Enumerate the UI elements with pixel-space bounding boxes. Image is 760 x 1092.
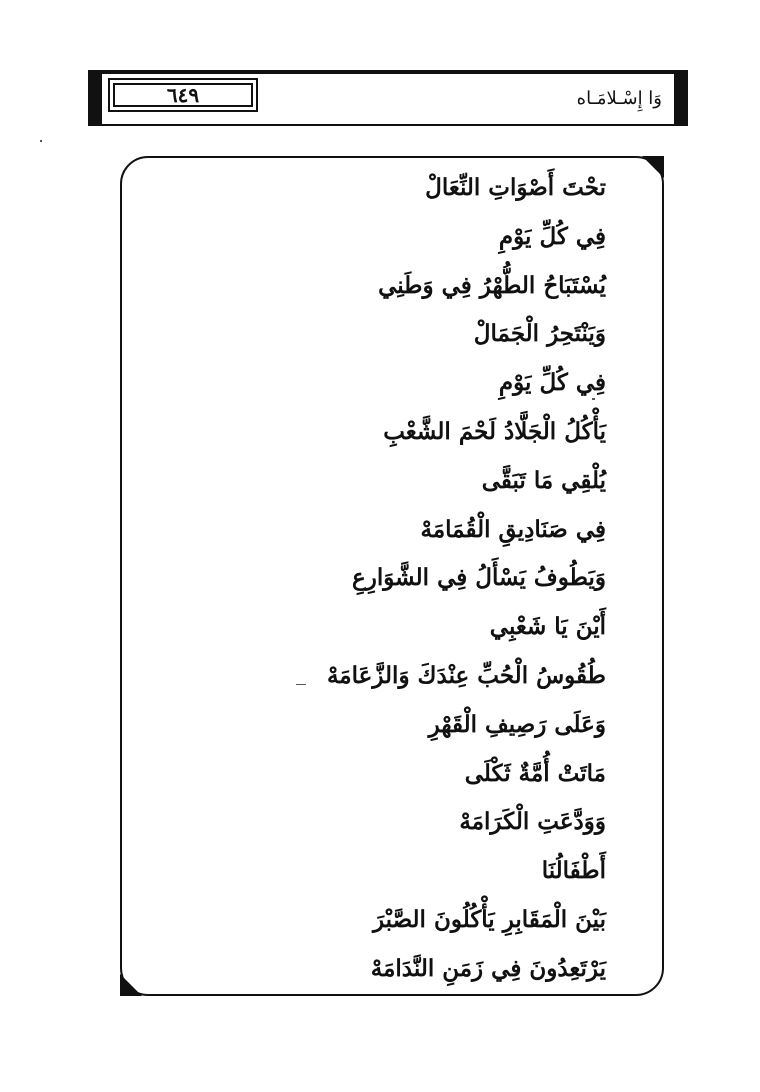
frame-corner-top-right: [642, 156, 664, 178]
poem-line: وَوَدَّعَتِ الْكَرَامَهْ: [459, 808, 606, 836]
poem-line: فِي كُلِّ يَوْمِ: [498, 222, 606, 250]
poem-line: أَيْنَ يَا شَعْبِي: [489, 613, 606, 641]
header-left-cap: [88, 70, 102, 126]
poem: [176, 164, 606, 994]
page-number: ٦٤٩: [166, 83, 200, 107]
poem-line: مَاتَتْ أُمَّةٌ ثَكْلَى: [464, 759, 606, 787]
poem-line: يُسْتَبَاحُ الطُّهْرُ فِي وَطَنِي: [378, 271, 606, 299]
poem-line: أَطْفَالُنَا: [541, 857, 606, 885]
poem-line: يَرْتَعِدُونَ فِي زَمَنِ النَّدَامَهْ: [370, 954, 606, 982]
poem-line: تحْتَ أَصْوَاتِ النِّعَالْ: [425, 174, 606, 201]
scan-speck: [296, 684, 306, 685]
poem-line: طُقُوسُ الْحُبِّ عِنْدَكَ وَالزَّعَامَهْ: [326, 661, 606, 689]
scan-speck: [592, 398, 595, 400]
poem-line: فِي صَنَادِيقِ الْقُمَامَهْ: [420, 515, 606, 543]
poem-line: بَيْنَ الْمَقَابِرِ يَأْكُلُونَ الصَّبْرَ: [372, 905, 606, 933]
poem-line: فِي كُلِّ يَوْمِ: [498, 369, 606, 397]
header-right-cap: [674, 70, 688, 126]
page-number-box: [108, 78, 258, 112]
poem-line: وَيَنْتَحِرُ الْجَمَالْ: [473, 320, 606, 348]
poem-line: وَيَطُوفُ يَسْأَلُ فِي الشَّوَارِعِ: [352, 564, 606, 592]
poem-line: يَأْكُلُ الْجَلَّادُ لَحْمَ الشَّعْبِ: [383, 417, 606, 445]
page-header: [88, 70, 688, 126]
text-frame: [120, 156, 664, 996]
running-title: وَا إِسْـلامَـاه: [576, 88, 662, 109]
poem-line: يُلْقِي مَا تَبَقَّى: [481, 466, 606, 494]
scan-speck: [40, 140, 42, 142]
frame-corner-bottom-left: [120, 974, 142, 996]
poem-line: وَعَلَى رَصِيفِ الْقَهْرِ: [428, 710, 606, 738]
